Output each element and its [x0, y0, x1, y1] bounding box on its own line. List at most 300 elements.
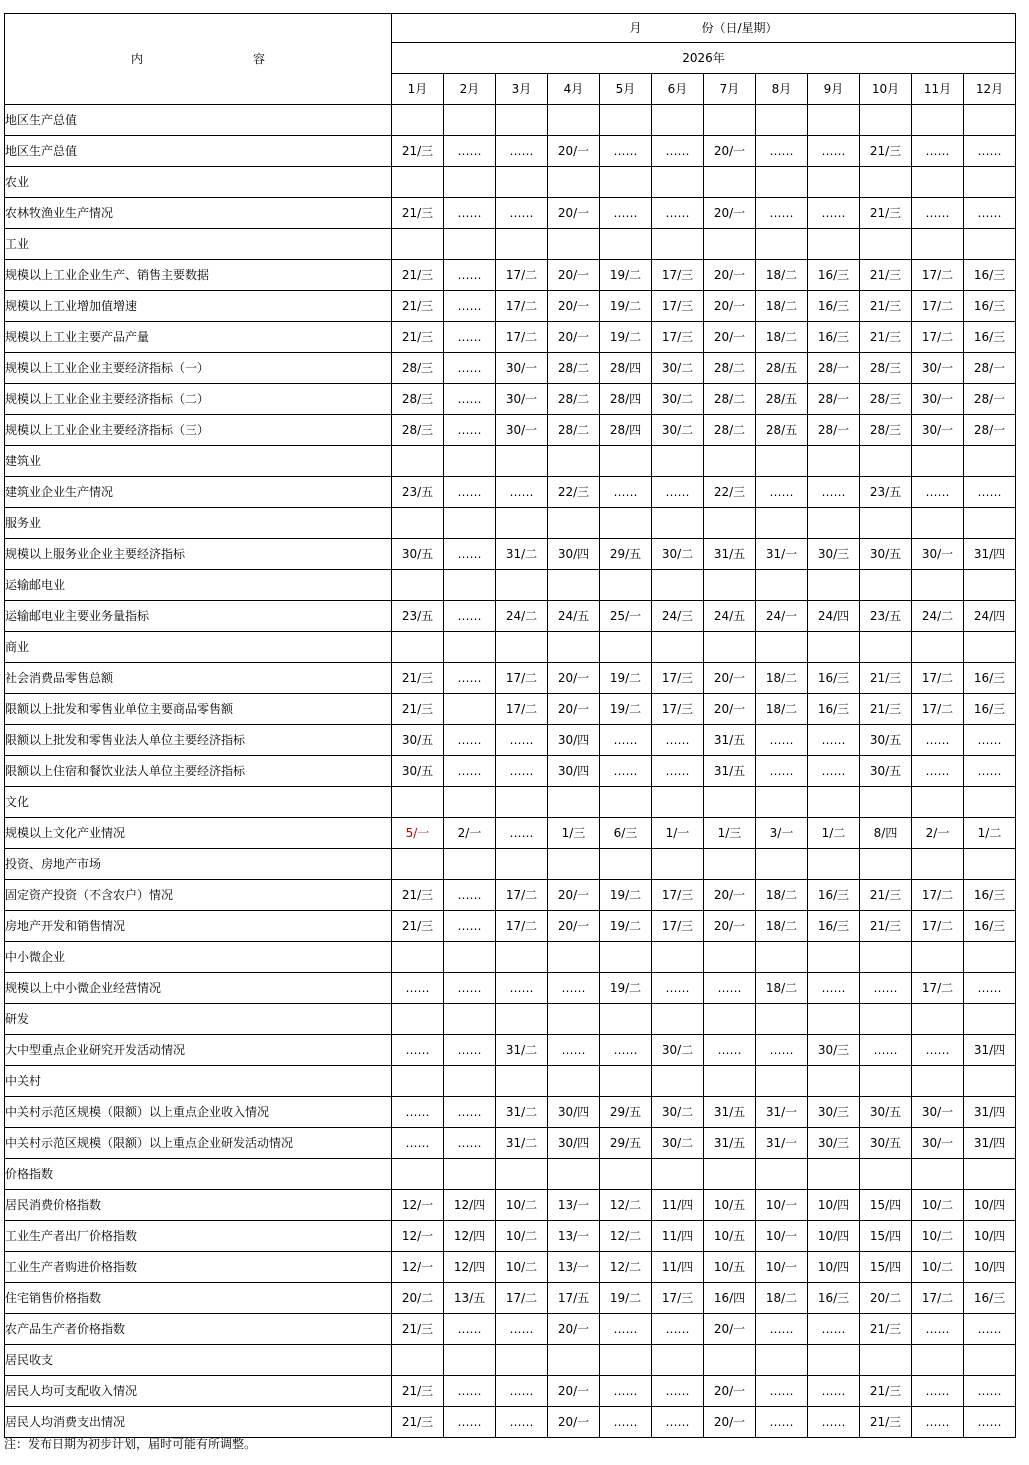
table-row — [5, 1190, 1016, 1221]
release-date-cell — [964, 229, 1016, 260]
release-date-cell — [808, 1004, 860, 1035]
release-date-cell — [444, 229, 496, 260]
release-date-cell — [444, 1066, 496, 1097]
indicator-label: 规模以上中小微企业经营情况 — [5, 973, 392, 1004]
release-date-cell: 16/三 — [964, 694, 1016, 725]
release-date-cell: 31/二 — [496, 1128, 548, 1159]
release-date-cell: 12/一 — [392, 1252, 444, 1283]
indicator-label: 工业生产者出厂价格指数 — [5, 1221, 392, 1252]
release-date-cell: 31/二 — [496, 1035, 548, 1066]
release-date-cell: 31/一 — [756, 1097, 808, 1128]
release-date-cell: …… — [444, 911, 496, 942]
release-date-cell: …… — [964, 136, 1016, 167]
release-date-cell: 21/三 — [860, 911, 912, 942]
category-row — [5, 849, 1016, 880]
release-date-cell: 17/二 — [496, 694, 548, 725]
release-date-cell: …… — [496, 477, 548, 508]
release-date-cell — [964, 787, 1016, 818]
release-date-cell: 20/一 — [548, 198, 600, 229]
table-row — [5, 1376, 1016, 1407]
release-date-cell: 16/三 — [964, 880, 1016, 911]
release-date-cell: 17/二 — [912, 973, 964, 1004]
indicator-label: 规模以上工业企业主要经济指标（二） — [5, 384, 392, 415]
release-date-cell: 15/四 — [860, 1252, 912, 1283]
release-date-cell: …… — [496, 725, 548, 756]
release-schedule-table — [4, 13, 1016, 1438]
release-date-cell: 24/三 — [652, 601, 704, 632]
release-date-cell: 19/二 — [600, 663, 652, 694]
release-date-cell: 20/一 — [548, 1376, 600, 1407]
release-date-cell: 17/三 — [652, 663, 704, 694]
release-date-cell: 21/三 — [392, 1314, 444, 1345]
release-date-cell — [392, 167, 444, 198]
release-date-cell: 30/一 — [912, 539, 964, 570]
release-date-cell — [600, 787, 652, 818]
indicator-label: 规模以上工业增加值增速 — [5, 291, 392, 322]
release-date-cell: 16/三 — [964, 1283, 1016, 1314]
release-date-cell: …… — [444, 880, 496, 911]
indicator-label: 农产品生产者价格指数 — [5, 1314, 392, 1345]
release-date-cell — [964, 1066, 1016, 1097]
release-date-cell: …… — [392, 973, 444, 1004]
release-date-cell: …… — [444, 1407, 496, 1438]
release-date-cell — [496, 632, 548, 663]
release-date-cell: 20/二 — [860, 1283, 912, 1314]
release-date-cell: …… — [964, 1407, 1016, 1438]
release-date-cell: 16/三 — [808, 1283, 860, 1314]
release-date-cell: 18/二 — [756, 663, 808, 694]
release-date-cell: …… — [444, 260, 496, 291]
release-date-cell: 24/四 — [964, 601, 1016, 632]
release-date-cell — [704, 105, 756, 136]
release-date-cell — [652, 229, 704, 260]
table-row — [5, 260, 1016, 291]
release-date-cell — [444, 787, 496, 818]
release-date-cell — [964, 632, 1016, 663]
table-row — [5, 1221, 1016, 1252]
release-date-cell — [600, 942, 652, 973]
indicator-label: 居民消费价格指数 — [5, 1190, 392, 1221]
release-date-cell: 17/三 — [652, 911, 704, 942]
release-date-cell: 17/三 — [652, 1283, 704, 1314]
release-date-cell: 30/一 — [912, 415, 964, 446]
release-date-cell: 31/二 — [496, 539, 548, 570]
category-label: 商业 — [5, 632, 392, 663]
release-date-cell — [548, 849, 600, 880]
release-date-cell — [548, 1345, 600, 1376]
month-column-header: 5月 — [600, 74, 652, 105]
release-date-cell: 21/三 — [392, 260, 444, 291]
release-date-cell — [600, 570, 652, 601]
release-date-cell — [756, 570, 808, 601]
release-date-cell — [808, 105, 860, 136]
release-date-cell: 10/四 — [964, 1221, 1016, 1252]
release-date-cell: …… — [756, 725, 808, 756]
release-date-cell — [704, 1345, 756, 1376]
release-date-cell: 16/三 — [808, 694, 860, 725]
release-date-cell — [600, 1004, 652, 1035]
release-date-cell: 20/一 — [548, 322, 600, 353]
release-date-cell — [964, 508, 1016, 539]
release-date-cell — [392, 1159, 444, 1190]
release-date-cell — [444, 849, 496, 880]
release-date-cell: 12/二 — [600, 1252, 652, 1283]
table-row — [5, 1407, 1016, 1438]
release-date-cell: 21/三 — [392, 1407, 444, 1438]
table-row — [5, 198, 1016, 229]
release-date-cell — [704, 1159, 756, 1190]
release-date-cell — [860, 229, 912, 260]
release-date-cell — [756, 1159, 808, 1190]
release-date-cell — [496, 942, 548, 973]
indicator-label: 限额以上住宿和餐饮业法人单位主要经济指标 — [5, 756, 392, 787]
release-date-cell — [704, 1004, 756, 1035]
release-date-cell — [756, 787, 808, 818]
release-date-cell: 16/三 — [964, 260, 1016, 291]
table-row — [5, 136, 1016, 167]
release-date-cell — [808, 787, 860, 818]
release-date-cell: 2/一 — [912, 818, 964, 849]
release-date-cell: …… — [704, 973, 756, 1004]
release-date-cell: 18/二 — [756, 260, 808, 291]
category-row — [5, 570, 1016, 601]
release-date-cell — [860, 942, 912, 973]
release-date-cell: 28/五 — [756, 415, 808, 446]
release-date-cell — [392, 1345, 444, 1376]
indicator-label: 规模以上工业主要产品产量 — [5, 322, 392, 353]
release-date-cell — [964, 1004, 1016, 1035]
release-date-cell: 19/二 — [600, 694, 652, 725]
release-date-cell — [496, 508, 548, 539]
release-date-cell: …… — [600, 1376, 652, 1407]
release-date-cell: 21/三 — [392, 880, 444, 911]
release-date-cell — [964, 1159, 1016, 1190]
release-date-cell: 17/三 — [652, 260, 704, 291]
release-date-cell — [704, 229, 756, 260]
release-date-cell: 20/一 — [548, 136, 600, 167]
release-date-cell: 16/三 — [964, 911, 1016, 942]
release-date-cell — [600, 167, 652, 198]
category-row — [5, 446, 1016, 477]
release-date-cell — [756, 1066, 808, 1097]
table-row — [5, 1314, 1016, 1345]
release-date-cell: 21/三 — [860, 1314, 912, 1345]
release-date-cell — [756, 632, 808, 663]
release-date-cell: 29/五 — [600, 1097, 652, 1128]
release-date-cell: …… — [756, 477, 808, 508]
release-date-cell: 30/四 — [548, 1128, 600, 1159]
release-date-cell — [860, 446, 912, 477]
release-date-cell — [912, 1345, 964, 1376]
release-date-cell: …… — [912, 477, 964, 508]
release-date-cell: 20/一 — [548, 880, 600, 911]
release-date-cell: 20/一 — [548, 911, 600, 942]
release-date-cell: 30/二 — [652, 1035, 704, 1066]
release-date-cell: 10/二 — [912, 1221, 964, 1252]
month-column-header: 4月 — [548, 74, 600, 105]
release-date-cell — [756, 508, 808, 539]
release-date-cell: 31/二 — [496, 1097, 548, 1128]
release-date-cell — [652, 570, 704, 601]
release-date-cell — [808, 1159, 860, 1190]
release-date-cell: 18/二 — [756, 694, 808, 725]
release-date-cell — [808, 1345, 860, 1376]
release-date-cell: 17/二 — [912, 663, 964, 694]
release-date-cell — [756, 446, 808, 477]
release-date-cell — [860, 1004, 912, 1035]
release-date-cell: 30/二 — [652, 1097, 704, 1128]
release-date-cell: 28/三 — [860, 415, 912, 446]
release-date-cell — [496, 446, 548, 477]
release-date-cell: 28/二 — [548, 384, 600, 415]
release-date-cell — [548, 229, 600, 260]
release-date-cell: 30/四 — [548, 725, 600, 756]
release-date-cell: 20/一 — [704, 136, 756, 167]
release-date-cell: 12/四 — [444, 1221, 496, 1252]
release-date-cell: 17/二 — [912, 260, 964, 291]
release-date-cell: 30/一 — [912, 1097, 964, 1128]
release-date-cell: 28/五 — [756, 353, 808, 384]
release-date-cell — [496, 787, 548, 818]
release-date-cell: 8/四 — [860, 818, 912, 849]
release-date-cell — [496, 105, 548, 136]
release-date-cell — [444, 105, 496, 136]
release-date-cell: …… — [444, 1097, 496, 1128]
release-date-cell — [912, 942, 964, 973]
release-date-cell: 10/四 — [808, 1221, 860, 1252]
release-date-cell — [548, 508, 600, 539]
release-date-cell: 28/一 — [808, 415, 860, 446]
release-date-cell — [600, 1159, 652, 1190]
release-date-cell — [392, 446, 444, 477]
release-date-cell: …… — [444, 384, 496, 415]
year-header: 2026年 — [392, 43, 1016, 74]
release-date-cell — [652, 167, 704, 198]
release-date-cell: …… — [808, 973, 860, 1004]
release-date-cell — [652, 1159, 704, 1190]
release-date-cell: 19/二 — [600, 911, 652, 942]
month-column-header: 11月 — [912, 74, 964, 105]
release-date-cell — [652, 1066, 704, 1097]
content-header — [5, 14, 392, 105]
release-date-cell — [704, 632, 756, 663]
release-date-cell: 20/一 — [704, 1376, 756, 1407]
content-header-char-1: 内 — [130, 52, 143, 66]
release-date-cell — [808, 632, 860, 663]
release-date-cell: 29/五 — [600, 539, 652, 570]
release-date-cell: 13/一 — [548, 1252, 600, 1283]
release-date-cell: 17/二 — [912, 911, 964, 942]
release-date-cell — [808, 167, 860, 198]
release-date-cell: 24/五 — [704, 601, 756, 632]
release-date-cell: …… — [600, 1035, 652, 1066]
release-date-cell: 28/三 — [392, 384, 444, 415]
table-row — [5, 880, 1016, 911]
release-date-cell: 20/一 — [704, 1314, 756, 1345]
release-date-cell: 30/五 — [392, 756, 444, 787]
release-date-cell: 17/二 — [912, 291, 964, 322]
release-date-cell — [808, 1066, 860, 1097]
release-date-cell: 28/一 — [808, 353, 860, 384]
release-date-cell: …… — [808, 756, 860, 787]
release-date-cell — [652, 849, 704, 880]
category-label: 地区生产总值 — [5, 105, 392, 136]
release-date-cell: 24/一 — [756, 601, 808, 632]
release-date-cell: 1/三 — [548, 818, 600, 849]
release-date-cell: 21/三 — [860, 291, 912, 322]
table-row — [5, 725, 1016, 756]
category-label: 中小微企业 — [5, 942, 392, 973]
table-row — [5, 663, 1016, 694]
release-date-cell: 2/一 — [444, 818, 496, 849]
category-label: 服务业 — [5, 508, 392, 539]
release-date-cell: 13/一 — [548, 1221, 600, 1252]
release-date-cell: 31/五 — [704, 1097, 756, 1128]
release-date-cell: 30/一 — [912, 1128, 964, 1159]
release-date-cell: 31/一 — [756, 539, 808, 570]
schedule-body — [5, 105, 1016, 1438]
release-date-cell: 18/二 — [756, 1283, 808, 1314]
category-row — [5, 632, 1016, 663]
release-date-cell: …… — [600, 477, 652, 508]
release-date-cell: 19/二 — [600, 260, 652, 291]
release-date-cell: 17/三 — [652, 291, 704, 322]
table-row — [5, 694, 1016, 725]
release-date-cell: …… — [496, 1376, 548, 1407]
release-date-cell — [860, 105, 912, 136]
release-date-cell: 28/四 — [600, 415, 652, 446]
indicator-label: 规模以上服务业企业主要经济指标 — [5, 539, 392, 570]
release-date-cell: …… — [496, 1314, 548, 1345]
release-date-cell — [912, 446, 964, 477]
category-label: 运输邮电业 — [5, 570, 392, 601]
release-date-cell: …… — [444, 1035, 496, 1066]
release-date-cell: …… — [912, 756, 964, 787]
category-row — [5, 229, 1016, 260]
release-date-cell — [652, 1345, 704, 1376]
release-date-cell — [704, 167, 756, 198]
release-date-cell: 21/三 — [860, 322, 912, 353]
release-date-cell — [652, 942, 704, 973]
release-date-cell: 17/二 — [496, 663, 548, 694]
release-date-cell: 30/二 — [652, 384, 704, 415]
category-label: 文化 — [5, 787, 392, 818]
release-date-cell: 17/二 — [496, 911, 548, 942]
release-date-cell: …… — [444, 756, 496, 787]
category-label: 投资、房地产市场 — [5, 849, 392, 880]
release-date-cell: 19/二 — [600, 880, 652, 911]
release-date-cell: 16/四 — [704, 1283, 756, 1314]
release-date-cell: 10/二 — [912, 1190, 964, 1221]
release-date-cell — [392, 849, 444, 880]
release-date-cell — [808, 570, 860, 601]
release-date-cell: 17/二 — [496, 291, 548, 322]
release-date-cell — [496, 1345, 548, 1376]
release-date-cell — [444, 570, 496, 601]
release-date-cell: 30/一 — [496, 353, 548, 384]
release-date-cell: 30/三 — [808, 1035, 860, 1066]
release-date-cell: 16/三 — [808, 880, 860, 911]
release-date-cell: …… — [964, 756, 1016, 787]
release-date-cell: 20/一 — [704, 198, 756, 229]
indicator-label: 规模以上文化产业情况 — [5, 818, 392, 849]
release-date-cell — [392, 787, 444, 818]
release-date-cell: 30/四 — [548, 756, 600, 787]
category-row — [5, 1345, 1016, 1376]
release-date-cell — [600, 105, 652, 136]
indicator-label: 中关村示范区规模（限额）以上重点企业收入情况 — [5, 1097, 392, 1128]
release-date-cell — [600, 508, 652, 539]
category-row — [5, 942, 1016, 973]
release-date-cell: 20/一 — [548, 260, 600, 291]
release-date-cell: 28/三 — [860, 384, 912, 415]
release-date-cell — [756, 849, 808, 880]
release-date-cell — [444, 1004, 496, 1035]
release-date-cell — [808, 849, 860, 880]
release-date-cell — [444, 1345, 496, 1376]
release-date-cell: 21/三 — [860, 694, 912, 725]
release-date-cell: 1/一 — [652, 818, 704, 849]
release-date-cell: 12/一 — [392, 1221, 444, 1252]
indicator-label: 居民人均消费支出情况 — [5, 1407, 392, 1438]
release-date-cell: 10/五 — [704, 1252, 756, 1283]
release-date-cell: 20/一 — [704, 260, 756, 291]
category-label: 建筑业 — [5, 446, 392, 477]
release-date-cell: …… — [496, 756, 548, 787]
release-date-cell — [496, 570, 548, 601]
category-row — [5, 508, 1016, 539]
release-date-cell: 30/五 — [860, 1097, 912, 1128]
release-date-cell: 16/三 — [808, 260, 860, 291]
release-date-cell — [912, 570, 964, 601]
release-date-cell: …… — [600, 1314, 652, 1345]
release-date-cell: 21/三 — [392, 136, 444, 167]
release-date-cell: 19/二 — [600, 1283, 652, 1314]
release-date-cell: …… — [444, 725, 496, 756]
release-date-cell — [548, 167, 600, 198]
release-date-cell: 28/一 — [964, 384, 1016, 415]
release-date-cell — [652, 632, 704, 663]
release-date-cell: 16/三 — [808, 291, 860, 322]
release-date-cell: …… — [756, 756, 808, 787]
release-date-cell: 21/三 — [860, 198, 912, 229]
release-date-cell: 15/四 — [860, 1221, 912, 1252]
table-row — [5, 353, 1016, 384]
release-date-cell: 30/三 — [808, 1097, 860, 1128]
release-date-cell — [548, 446, 600, 477]
table-row — [5, 415, 1016, 446]
release-date-cell: 16/三 — [964, 291, 1016, 322]
release-date-cell: 17/二 — [496, 880, 548, 911]
release-date-cell: …… — [444, 539, 496, 570]
release-date-cell: 30/五 — [860, 725, 912, 756]
release-date-cell — [496, 167, 548, 198]
release-date-cell: 12/二 — [600, 1221, 652, 1252]
release-date-cell: 17/三 — [652, 694, 704, 725]
table-row — [5, 756, 1016, 787]
release-date-cell — [756, 1004, 808, 1035]
indicator-label: 限额以上批发和零售业单位主要商品零售额 — [5, 694, 392, 725]
release-date-cell: 1/三 — [704, 818, 756, 849]
release-date-cell: 16/三 — [964, 663, 1016, 694]
release-date-cell: 16/三 — [808, 663, 860, 694]
release-date-cell: …… — [652, 136, 704, 167]
release-date-cell: …… — [756, 1314, 808, 1345]
release-date-cell: …… — [756, 136, 808, 167]
indicator-label: 规模以上工业企业主要经济指标（三） — [5, 415, 392, 446]
release-date-cell — [756, 942, 808, 973]
release-date-cell: 10/二 — [912, 1252, 964, 1283]
